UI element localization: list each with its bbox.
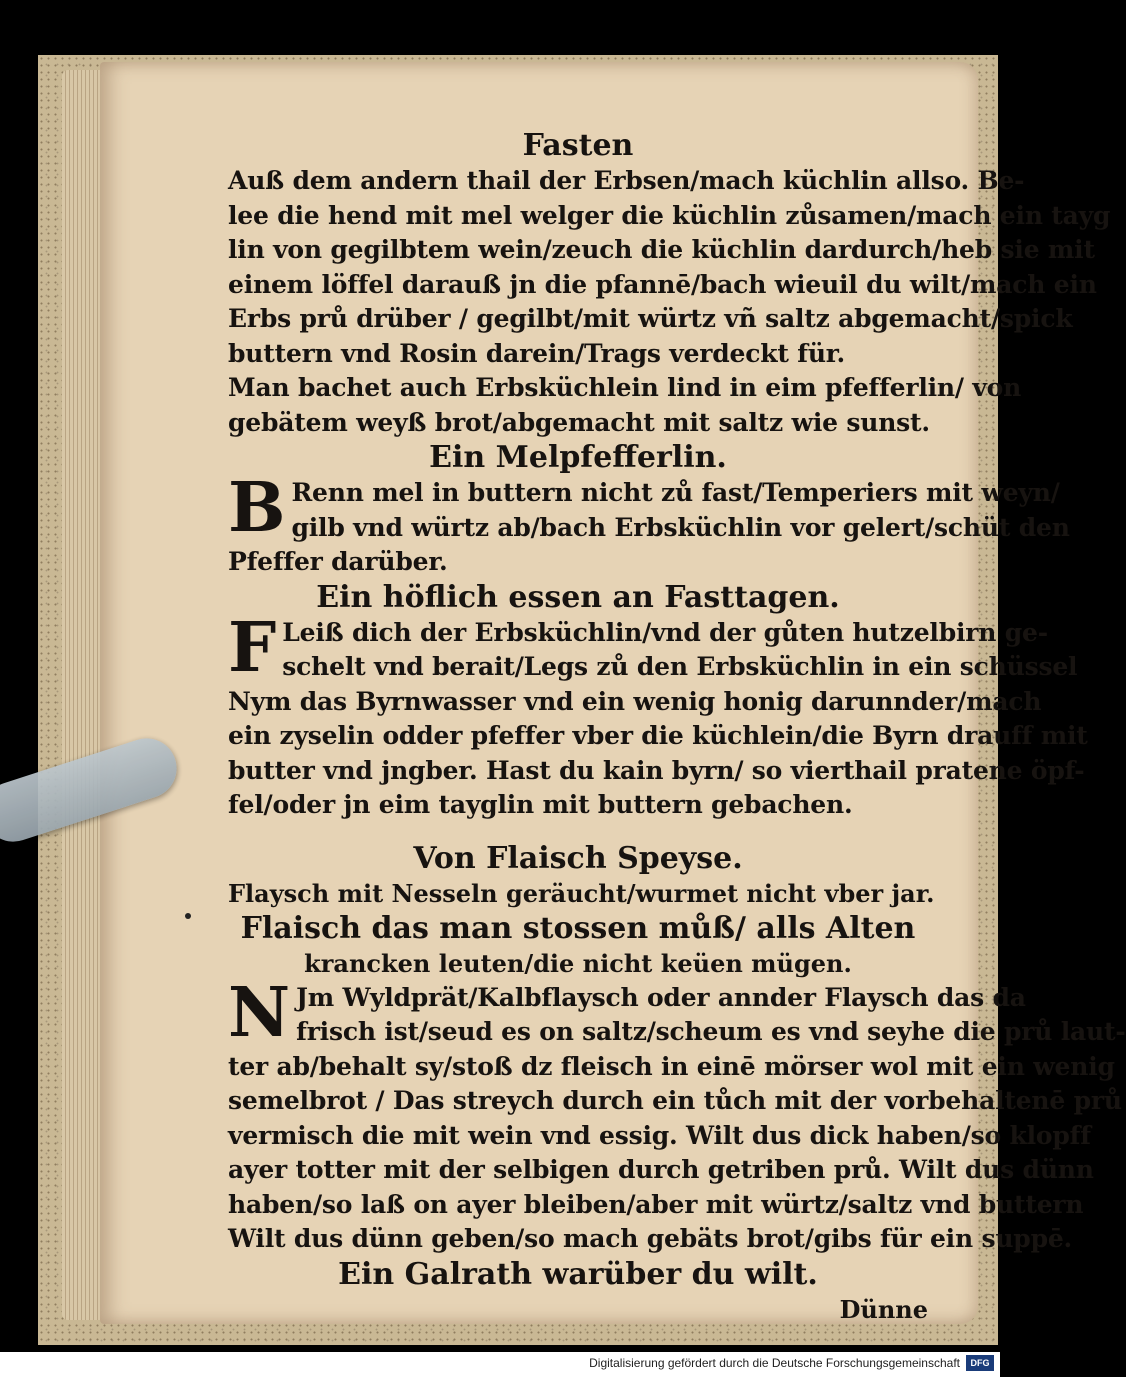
text-line: lin von gegilbtem wein/zeuch die küchlin dardurch/heb sie mit <box>228 235 1095 264</box>
section-subtitle: Flaysch mit Nesseln geräucht/wurmet nicht vber jar. <box>228 878 935 908</box>
section-title: Flaisch das man stossen můß/ alls Alten <box>240 910 916 946</box>
text-line: einem löffel darauß jn die pfannē/bach wieuil du wilt/mach ein <box>228 269 1097 299</box>
text-line: fel/oder jn eim tayglin mit buttern gebachen. <box>228 790 853 819</box>
catchword: Dünne <box>839 1294 928 1324</box>
text-line: Man bachet auch Erbsküchlein lind in eim pfefferlin/ von <box>228 373 1022 402</box>
text-line: gebätem weyß brot/abgemacht mit saltz wie sunst. <box>228 407 930 437</box>
text-line: Pfeffer darüber. <box>228 547 448 576</box>
page-heading: Fasten <box>522 128 634 163</box>
ink-spot <box>185 913 191 919</box>
text-line: ayer totter mit der selbigen durch getriben prů. Wilt dus dünn <box>228 1155 1094 1184</box>
text-line: buttern vnd Rosin darein/Trags verdeckt für. <box>228 338 845 368</box>
text-line: schelt vnd berait/Legs zů den Erbsküchlin in ein schüssel <box>282 652 1078 681</box>
text-line: Auß dem andern thail der Erbsen/mach küchlin allso. Be- <box>228 166 1025 195</box>
dfg-logo: DFG <box>966 1355 994 1371</box>
section-title: Ein Melpfefferlin. <box>429 440 727 475</box>
text-line: Nym das Byrnwasser vnd ein wenig honig darunnder/mach <box>228 686 1042 716</box>
text-line: ein zyselin odder pfeffer vber die küchlein/die Byrn drauff mit <box>228 721 1088 750</box>
text-line: Erbs prů drüber / gegilbt/mit würtz vñ saltz abgemacht/spick <box>228 304 1073 333</box>
section-body <box>228 972 1126 1257</box>
text-line: lee die hend mit mel welger die küchlin zůsamen/mach ein tayg <box>228 200 1111 230</box>
section-title-continued: krancken leuten/die nicht keüen mügen. <box>304 948 852 978</box>
section-title: Ein Galrath warüber du wilt. <box>338 1256 818 1292</box>
text-line: frisch ist/seud es on saltz/scheum es vnd seyhe die prů laut- <box>296 1017 1126 1046</box>
section-title: Von Flaisch Speyse. <box>413 840 743 876</box>
intro-paragraph <box>228 164 1111 440</box>
section-body <box>228 607 1088 823</box>
initial-letter: B <box>228 468 286 548</box>
text-line: ter ab/behalt sy/stoß dz fleisch in einē mörser wol mit ein wenig <box>228 1051 1115 1081</box>
text-line: butter vnd jngber. Hast du kain byrn/ so vierthail pratene öpf- <box>228 755 1085 785</box>
initial-letter: N <box>228 972 291 1053</box>
initial-letter: F <box>228 607 277 688</box>
footer-credit: Digitalisierung gefördert durch die Deutsche Forschungsgemeinschaft <box>589 1356 960 1370</box>
section-title: Ein höflich essen an Fasttagen. <box>316 579 840 615</box>
text-line: Leiß dich der Erbsküchlin/vnd der gůten hutzelbirn ge- <box>282 617 1048 647</box>
text-line: Jm Wyldprät/Kalbflaysch oder annder Flaysch das da <box>296 982 1026 1012</box>
text-line: gilb vnd würtz ab/bach Erbsküchlin vor gelert/schüt den <box>291 512 1070 542</box>
text-line: semelbrot / Das streych durch ein tůch mit der vorbehaltenē prů <box>228 1086 1122 1115</box>
text-line: Renn mel in buttern nicht zů fast/Temperiers mit weyn/ <box>291 478 1060 507</box>
text-line: haben/so laß on ayer bleiben/aber mit würtz/saltz vnd buttern <box>228 1189 1084 1219</box>
text-line: Wilt dus dünn geben/so mach gebäts brot/gibs für ein suppē. <box>228 1224 1073 1253</box>
page-text <box>228 128 1126 1327</box>
section-body <box>228 468 1070 580</box>
text-line: vermisch die mit wein vnd essig. Wilt dus dick haben/so klopff <box>228 1120 1091 1150</box>
